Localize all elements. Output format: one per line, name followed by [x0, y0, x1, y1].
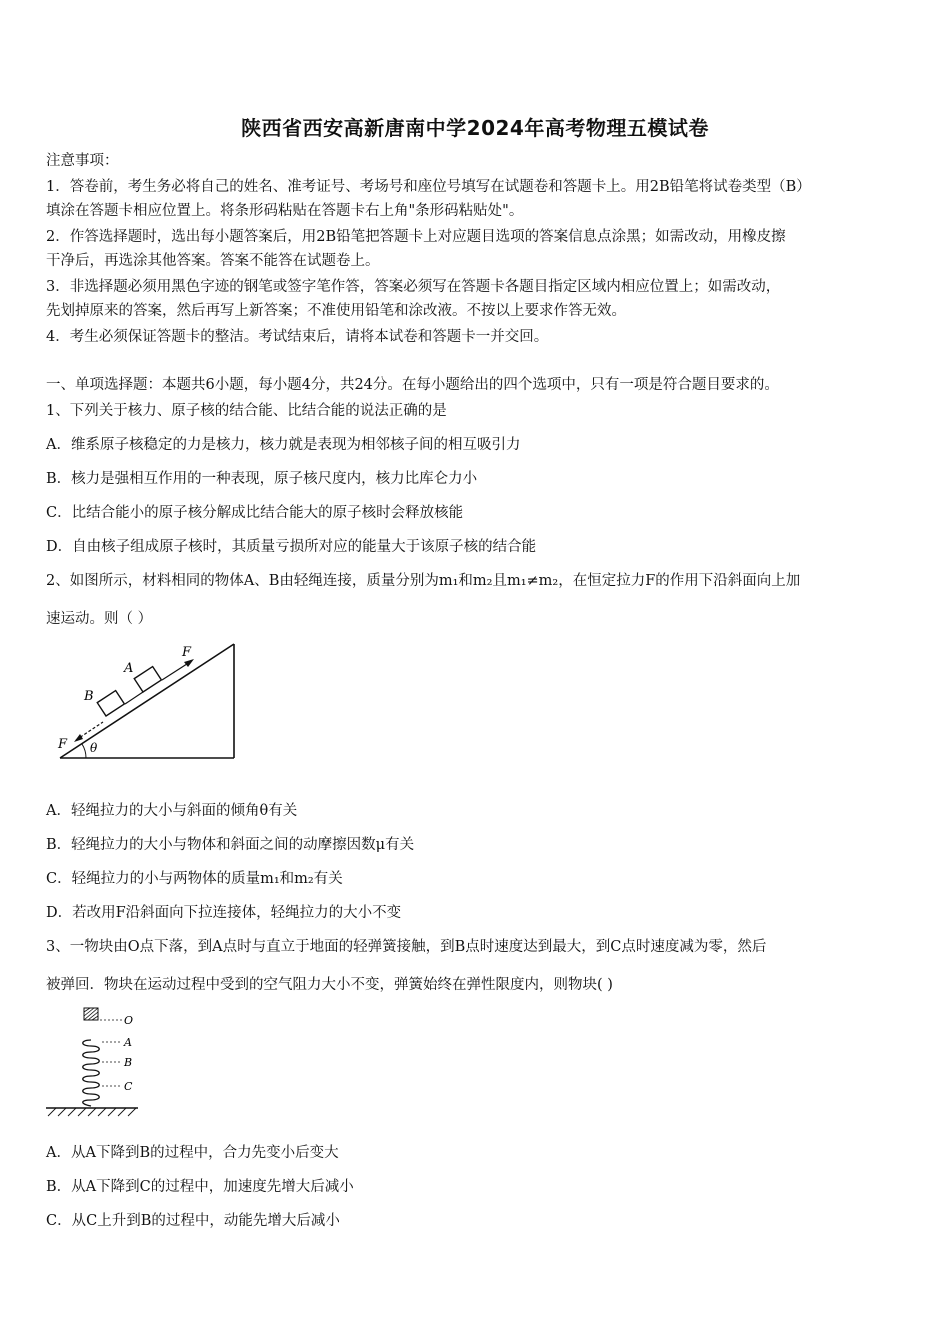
q1-option-d: D．自由核子组成原子核时，其质量亏损所对应的能量大于该原子核的结合能 — [46, 539, 537, 555]
label-point-b: B — [124, 1056, 133, 1069]
notice-line: 3．非选择题必须用黑色字迹的钢笔或签字笔作答，答案必须写在答题卡各题目指定区域内相应位置上；如需改动， — [46, 279, 781, 295]
label-force-bottom: F — [58, 737, 68, 752]
spring-figure — [44, 1002, 154, 1122]
question-2-stem-cont: 速运动。则（ ） — [46, 611, 153, 627]
label-point-c: C — [124, 1080, 133, 1093]
question-2-stem: 2、如图所示，材料相同的物体A、B由轻绳连接，质量分别为m₁和m₂且m₁≠m₂，在恒定拉力F的作用下沿斜面向上加 — [46, 573, 801, 589]
question-3-stem: 3、一物块由O点下落，到A点时与直立于地面的轻弹簧接触，到B点时速度达到最大，到C点时速度减为零，然后 — [46, 939, 767, 955]
notice-line: 1．答卷前，考生务必将自己的姓名、准考证号、考场号和座位号填写在试题卷和答题卡上。用2B铅笔将试卷类型（B） — [46, 179, 811, 195]
q2-option-b: B．轻绳拉力的大小与物体和斜面之间的动摩擦因数μ有关 — [46, 837, 415, 853]
q1-option-a: A．维系原子核稳定的力是核力，核力就是表现为相邻核子间的相互吸引力 — [46, 437, 521, 453]
q1-option-c: C．比结合能小的原子核分解成比结合能大的原子核时会释放核能 — [46, 505, 464, 521]
notice-line: 先划掉原来的答案，然后再写上新答案；不准使用铅笔和涂改液。不按以上要求作答无效。 — [46, 303, 626, 319]
q2-option-d: D．若改用F沿斜面向下拉连接体，轻绳拉力的大小不变 — [46, 905, 402, 921]
label-point-o: O — [124, 1014, 134, 1027]
label-force-top: F — [182, 645, 192, 660]
exam-title: 陕西省西安高新唐南中学2024年高考物理五模试卷 — [241, 116, 709, 140]
q2-option-c: C．轻绳拉力的小与两物体的质量m₁和m₂有关 — [46, 871, 343, 887]
question-3-stem-cont: 被弹回．物块在运动过程中受到的空气阻力大小不变，弹簧始终在弹性限度内，则物块( ) — [46, 977, 613, 993]
label-block-a: A — [124, 661, 134, 676]
notice-line: 4．考生必须保证答题卡的整洁。考试结束后，请将本试卷和答题卡一并交回。 — [46, 329, 549, 345]
notice-line: 干净后，再选涂其他答案。答案不能答在试题卷上。 — [46, 253, 380, 269]
q3-option-c: C．从C上升到B的过程中，动能先增大后减小 — [46, 1213, 340, 1229]
label-block-b: B — [84, 689, 94, 704]
label-theta: θ — [90, 741, 98, 755]
q2-option-a: A．轻绳拉力的大小与斜面的倾角θ有关 — [46, 803, 298, 819]
q3-option-b: B．从A下降到C的过程中，加速度先增大后减小 — [46, 1179, 354, 1195]
q1-option-b: B．核力是强相互作用的一种表现，原子核尺度内，核力比库仑力小 — [46, 471, 478, 487]
incline-figure — [48, 636, 248, 762]
notice-line: 2．作答选择题时，选出每小题答案后，用2B铅笔把答题卡上对应题目选项的答案信息点涂黑；如需改动，用橡皮擦 — [46, 229, 786, 245]
question-1-stem: 1、下列关于核力、原子核的结合能、比结合能的说法正确的是 — [46, 403, 447, 419]
q3-option-a: A．从A下降到B的过程中，合力先变小后变大 — [46, 1145, 339, 1161]
label-point-a: A — [124, 1036, 132, 1049]
notice-heading: 注意事项： — [46, 153, 119, 169]
section-heading: 一、单项选择题：本题共6小题，每小题4分，共24分。在每小题给出的四个选项中，只有一项是符合题目要求的。 — [46, 377, 779, 393]
notice-line: 填涂在答题卡相应位置上。将条形码粘贴在答题卡右上角"条形码粘贴处"。 — [46, 203, 524, 219]
